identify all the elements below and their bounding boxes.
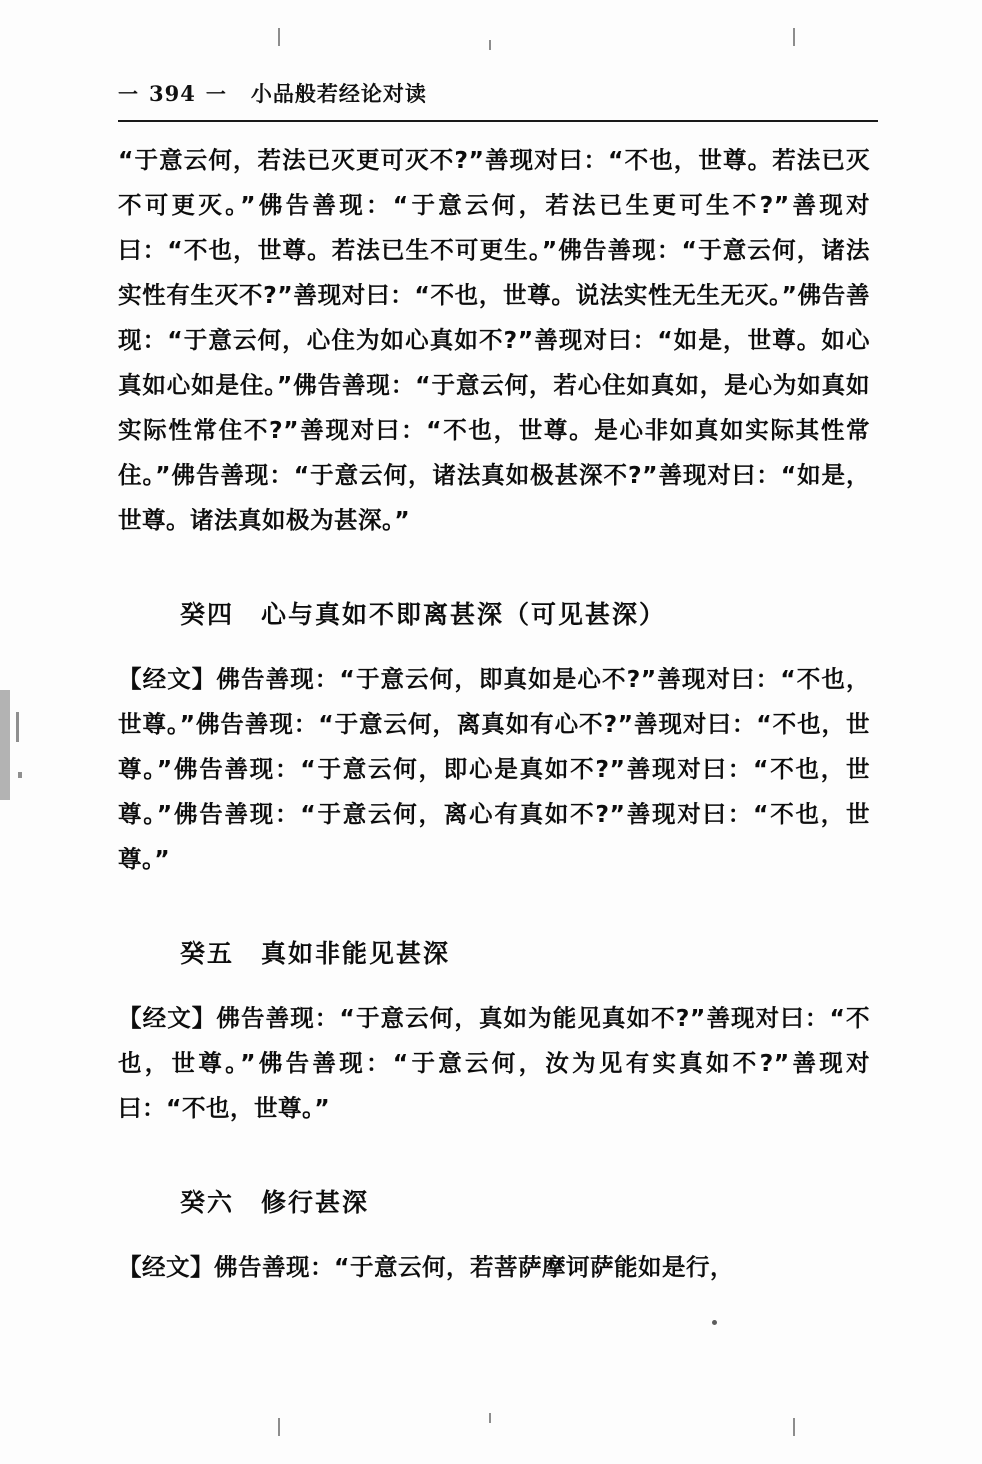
- section-body-gui-liu: 【经文】佛告善现：“于意云何，若菩萨摩诃萨能如是行，: [118, 1253, 734, 1281]
- page-edge-smudge: [0, 690, 10, 800]
- page-content: [118, 138, 870, 1290]
- crop-mark-top-right: [793, 28, 795, 46]
- page-edge-dot: [18, 772, 22, 778]
- crop-mark-bottom-left: [278, 1418, 280, 1436]
- header-rule: [118, 120, 878, 122]
- page-edge-dash: [16, 712, 19, 742]
- page-header: [118, 78, 878, 124]
- crop-mark-bottom-center: [489, 1413, 491, 1423]
- crop-mark-bottom-right: [793, 1418, 795, 1436]
- section-body-gui-wu: 【经文】佛告善现：“于意云何，真如为能见真如不?”善现对曰：“不也，世尊。”佛告善现：“于意云何，汝为见有实真如不?”善现对曰：“不也，世尊。”: [118, 1004, 870, 1122]
- section-heading-gui-liu: 癸六 修行甚深: [180, 1188, 370, 1217]
- crop-mark-top-left: [278, 28, 280, 46]
- scan-speck: [712, 1320, 717, 1325]
- section-heading-gui-wu: 癸五 真如非能见甚深: [180, 939, 451, 968]
- folio-number: 394: [149, 81, 196, 106]
- folio-dash-right: 一: [205, 82, 227, 106]
- section-body-gui-si: 【经文】佛告善现：“于意云何，即真如是心不?”善现对曰：“不也，世尊。”佛告善现：“于意云何，离真如有心不?”善现对曰：“不也，世尊。”佛告善现：“于意云何，即心是真如不?”善现对曰：“不也，世尊。”佛告善现：“于意云何，离心有真如不?”善现对曰：“不也，世尊。”: [118, 665, 870, 873]
- body-paragraph: “于意云何，若法已灭更可灭不?”善现对曰：“不也，世尊。若法已灭不可更灭。”佛告善现：“于意云何，若法已生更可生不?”善现对曰：“不也，世尊。若法已生不可更生。”佛告善现：“于意云何，诸法实性有生灭不?”善现对曰：“不也，世尊。说法实性无生无灭。”佛告善现：“于意云何，心住为如心真如不?”善现对曰：“如是，世尊。如心真如心如是住。”佛告善现：“于意云何，若心住如真如，是心为如真如实际性常住不?”善现对曰：“不也，世尊。是心非如真如实际其性常住。”佛告善现：“于意云何，诸法真如极甚深不?”善现对曰：“如是，世尊。诸法真如极为甚深。”: [118, 146, 870, 534]
- folio-dash-left: 一: [118, 82, 139, 106]
- crop-mark-top-center: [489, 40, 491, 50]
- section-heading-gui-si: 癸四 心与真如不即离甚深（可见甚深）: [180, 600, 667, 629]
- running-title: 小品般若经论对读: [250, 82, 427, 106]
